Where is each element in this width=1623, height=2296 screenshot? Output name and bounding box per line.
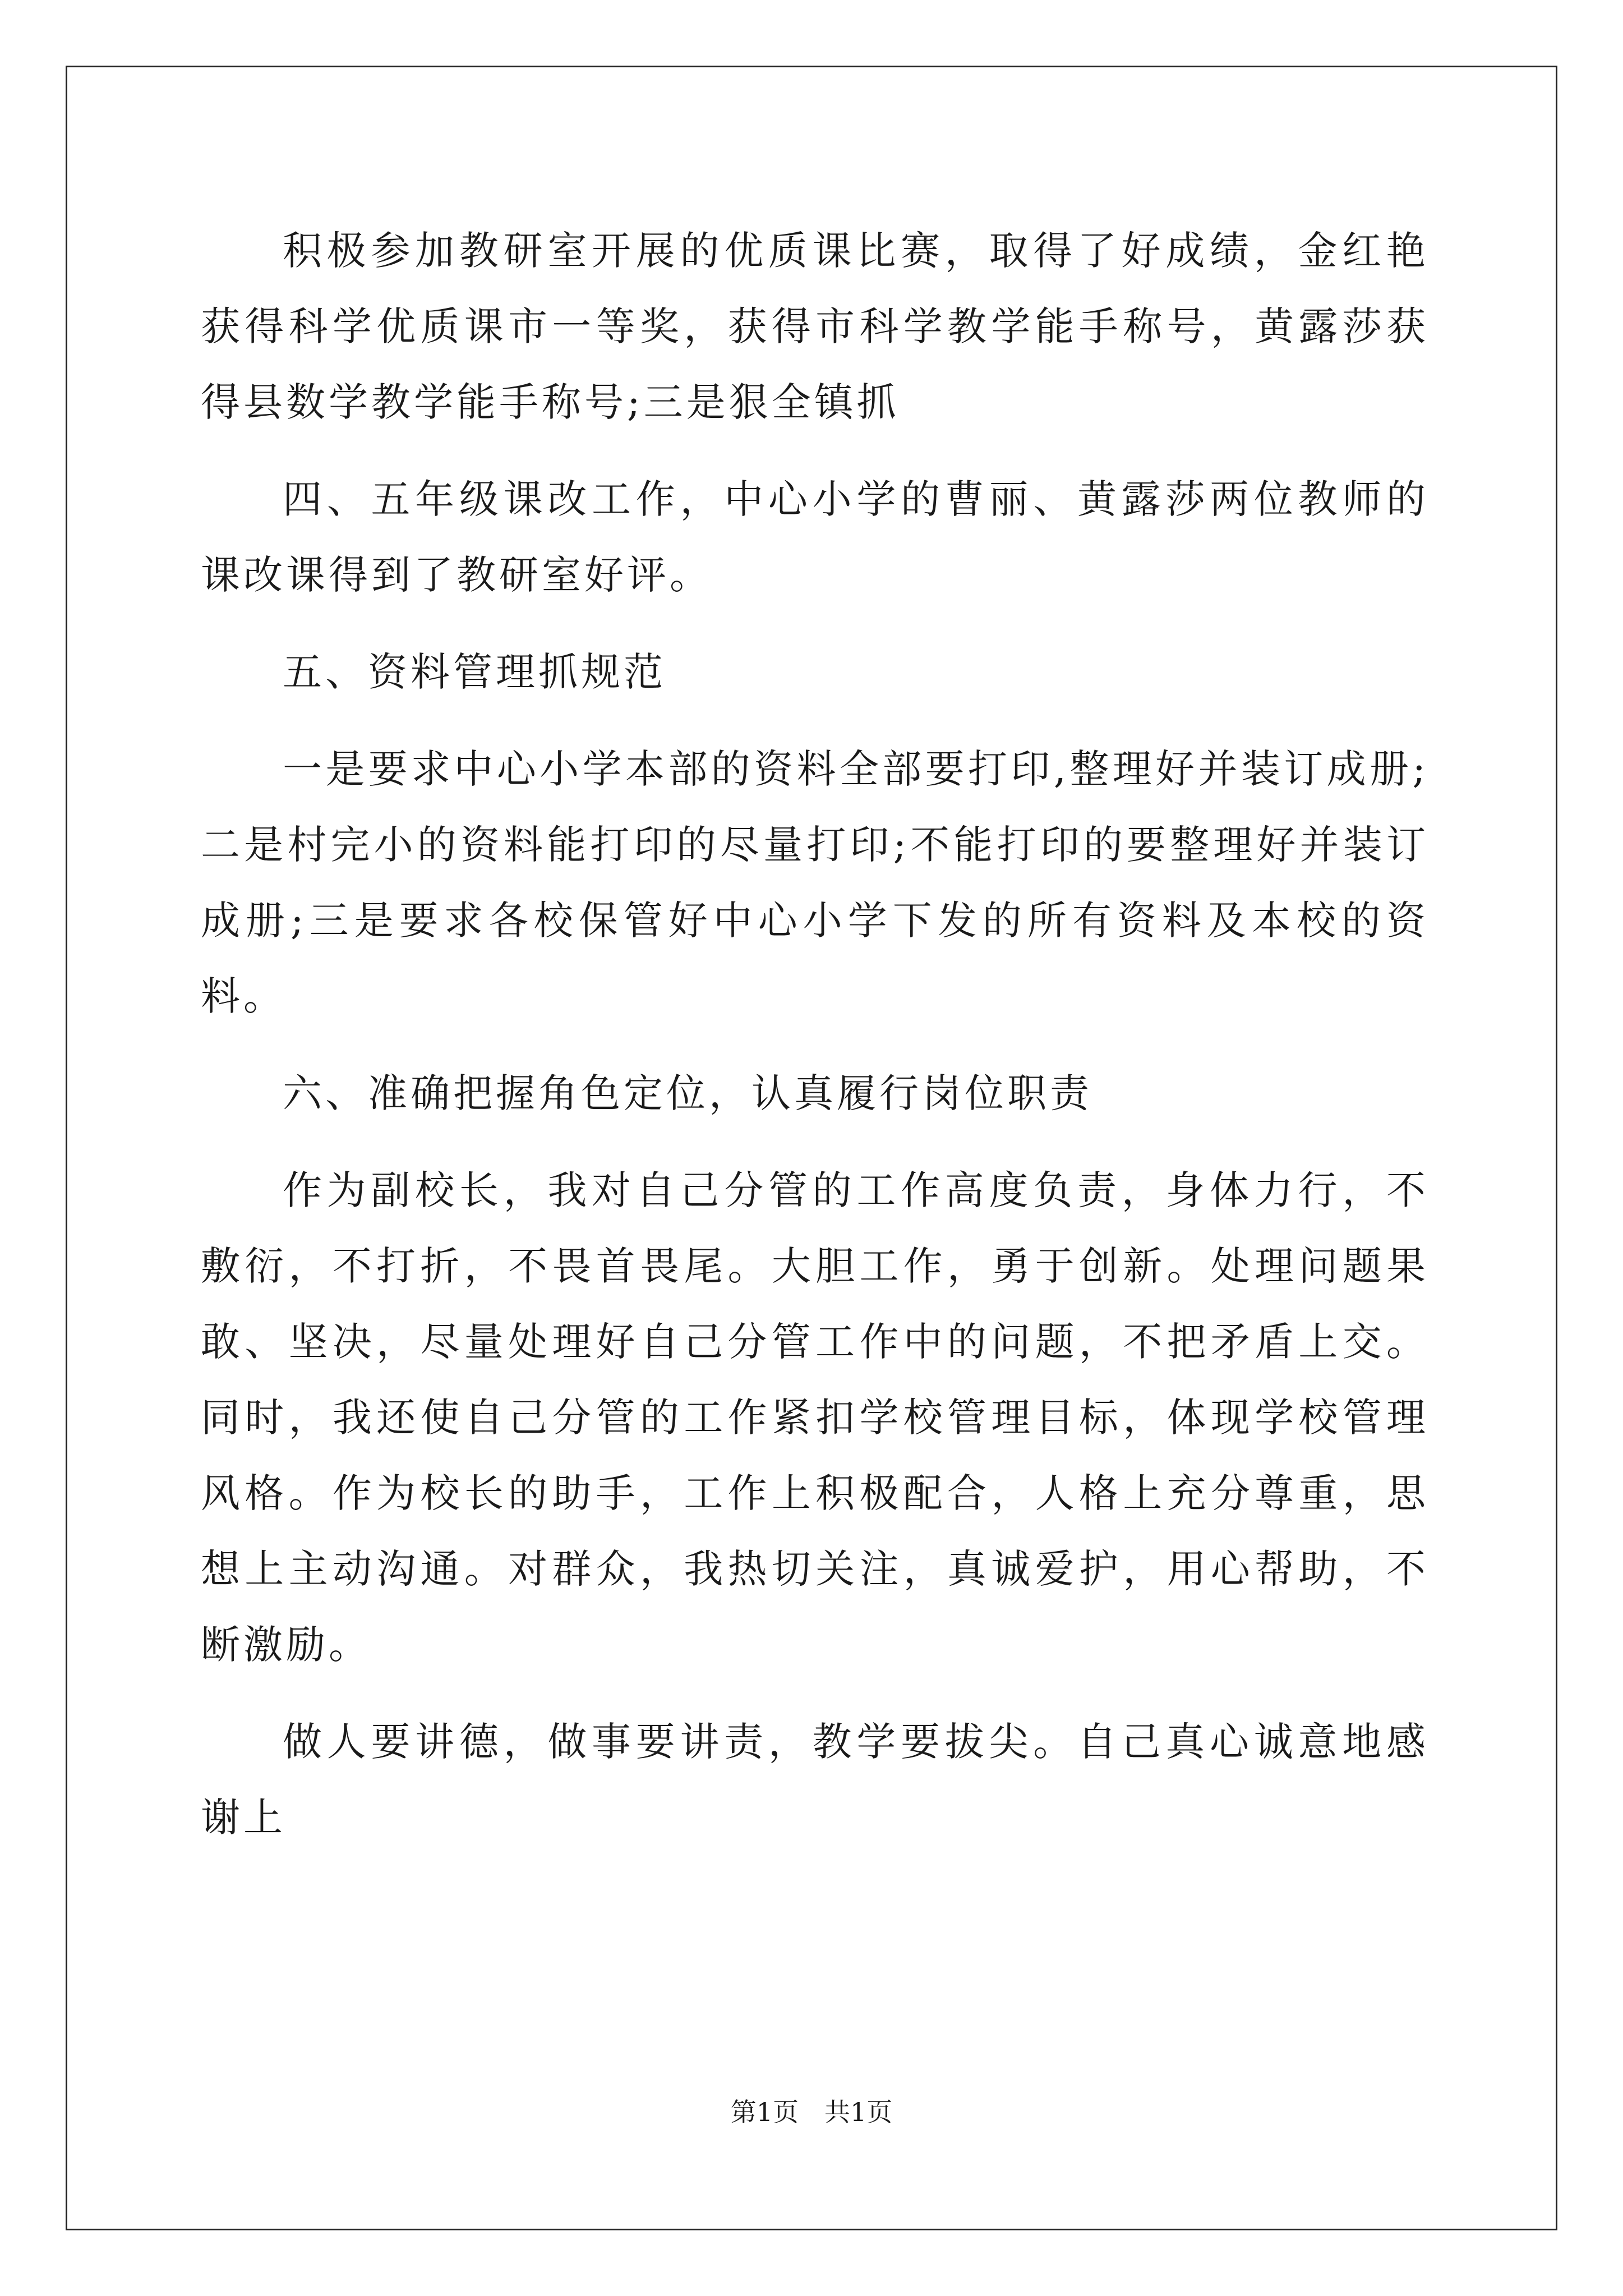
paragraph: 作为副校长，我对自己分管的工作高度负责，身体力行，不敷衍，不打折，不畏首畏尾。大胆工作，勇于创新。处理问题果敢、坚决，尽量处理好自己分管工作中的问题，不把矛盾上交。同时，我还使自己分管的工作紧扣学校管理目标，体现学校管理风格。作为校长的助手，工作上积极配合，人格上充分尊重，思想上主动沟通。对群众，我热切关注，真诚爱护，用心帮助，不断激励。 (201, 1167, 1429, 1668)
paragraph: 积极参加教研室开展的优质课比赛，取得了好成绩，金红艳获得科学优质课市一等奖，获得市科学教学能手称号，黄露莎获得县数学教学能手称号;三是狠全镇抓 (201, 228, 1429, 425)
page-number-footer: 第1页 共1页 (730, 2097, 893, 2127)
paragraph: 做人要讲德，做事要讲责，教学要拔尖。自己真心诚意地感谢上 (201, 1719, 1429, 1841)
section-heading: 五、资料管理抓规范 (283, 649, 666, 695)
document-body (201, 213, 1429, 1856)
paragraph: 一是要求中心小学本部的资料全部要打印,整理好并装订成册;二是村完小的资料能打印的尽量打印;不能打印的要整理好并装订成册;三是要求各校保管好中心小学下发的所有资料及本校的资料。 (201, 746, 1429, 1019)
paragraph: 四、五年级课改工作，中心小学的曹丽、黄露莎两位教师的课改课得到了教研室好评。 (201, 476, 1429, 598)
section-heading: 六、准确把握角色定位，认真履行岗位职责 (283, 1070, 1092, 1116)
